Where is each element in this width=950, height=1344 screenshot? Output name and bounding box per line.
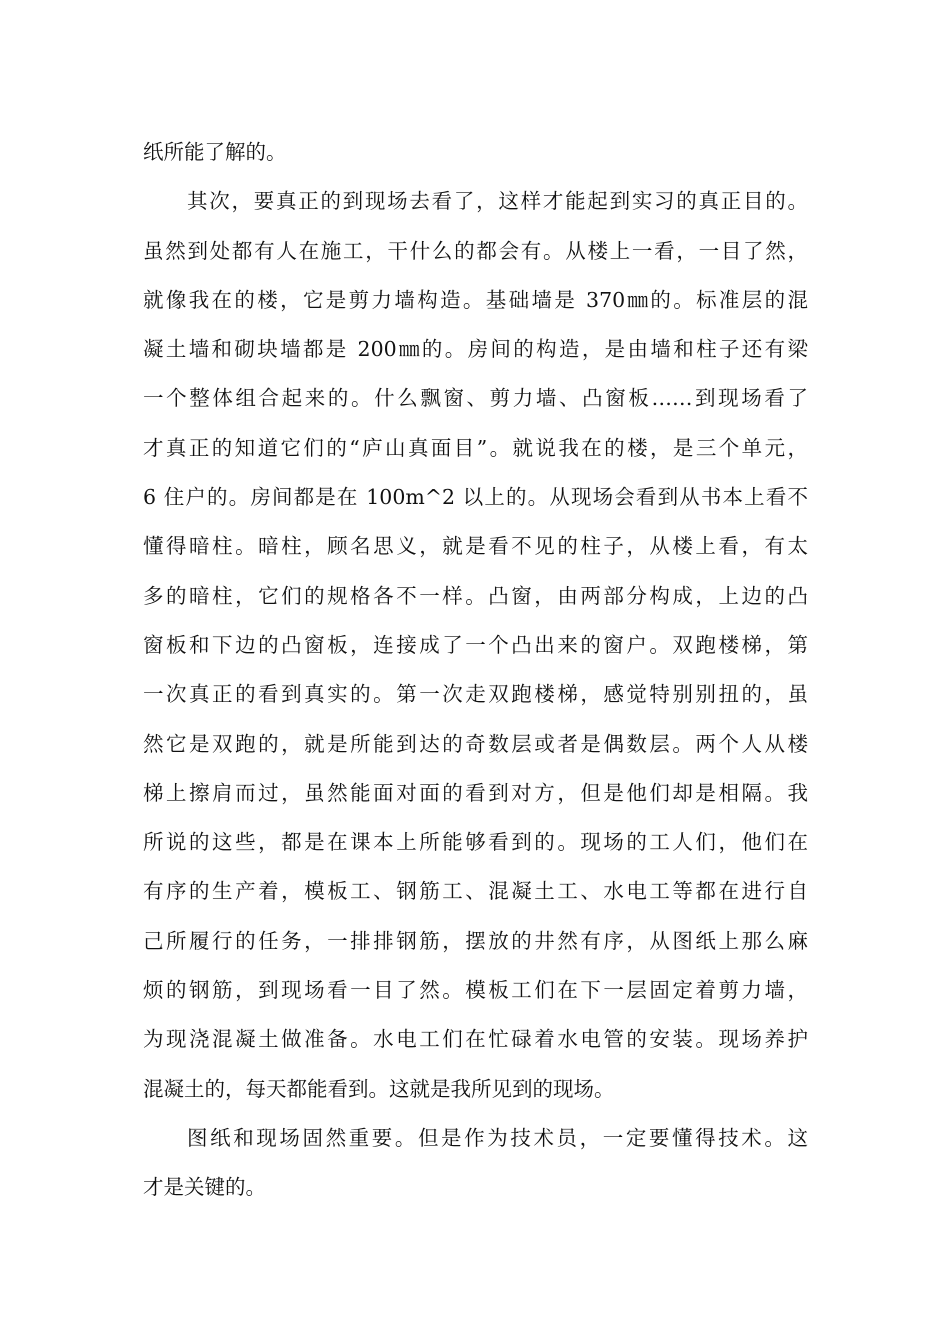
text-line: 混凝土的，每天都能看到。这就是我所见到的现场。 [143,1076,615,1101]
text-line: 为现浇混凝土做准备。水电工们在忙碌着水电管的安装。现场养护 [143,1027,808,1052]
text-line: 一次真正的看到真实的。第一次走双跑楼梯，感觉特别别扭的，虽 [143,682,808,707]
text-line: 其次，要真正的到现场去看了，这样才能起到实习的真正目的。 [187,189,808,214]
text-line: 多的暗柱，它们的规格各不一样。凸窗，由两部分构成，上边的凸 [143,583,808,608]
text-line: 然它是双跑的，就是所能到达的奇数层或者是偶数层。两个人从楼 [143,731,808,756]
body-text [143,128,808,1213]
text-line: 有序的生产着，模板工、钢筋工、混凝土工、水电工等都在进行自 [143,879,808,904]
text-line: 梯上擦肩而过，虽然能面对面的看到对方，但是他们却是相隔。我 [143,780,808,805]
text-line: 虽然到处都有人在施工，干什么的都会有。从楼上一看，一目了然， [143,238,808,263]
text-line: 一个整体组合起来的。什么飘窗、剪力墙、凸窗板……到现场看了 [143,386,808,411]
text-line: 所说的这些，都是在课本上所能够看到的。现场的工人们，他们在 [143,830,808,855]
text-line: 凝土墙和砌块墙都是 200㎜的。房间的构造，是由墙和柱子还有梁 [143,337,808,362]
text-line: 己所履行的任务，一排排钢筋，摆放的井然有序，从图纸上那么麻 [143,928,808,953]
text-line: 图纸和现场固然重要。但是作为技术员，一定要懂得技术。这 [187,1125,808,1150]
text-line: 就像我在的楼，它是剪力墙构造。基础墙是 370㎜的。标准层的混 [143,287,808,312]
text-line: 才真正的知道它们的“庐山真面目”。就说我在的楼，是三个单元， [143,435,808,460]
text-line: 纸所能了解的。 [143,140,287,164]
text-line: 6 住户的。房间都是在 100m^2 以上的。从现场会看到从书本上看不 [143,485,808,510]
text-line: 才是关键的。 [143,1175,266,1200]
text-line: 懂得暗柱。暗柱，顾名思义，就是看不见的柱子，从楼上看，有太 [143,534,808,559]
text-line: 烦的钢筋，到现场看一目了然。模板工们在下一层固定着剪力墙， [143,978,808,1003]
text-line: 窗板和下边的凸窗板，连接成了一个凸出来的窗户。双跑楼梯，第 [143,632,808,657]
